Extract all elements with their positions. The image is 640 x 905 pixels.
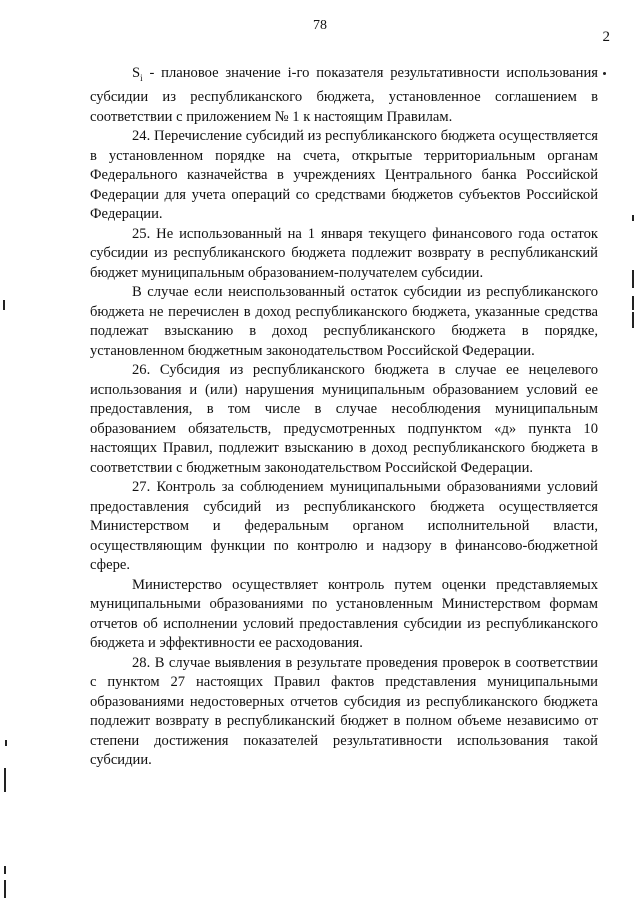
scan-dot-mark <box>603 72 606 75</box>
scan-edge-mark <box>4 880 6 898</box>
formula-symbol: S <box>132 65 141 81</box>
paragraph-24: 24. Перечисление субсидий из республиканского бюджета осуществляется в установленном порядке на счета, открытые территориальным органам Федерального казначейства в учреждениях Центрального банка Российской Федерации для учета операций со средствами бюджетов субъектов Российской Федерации. <box>90 128 598 223</box>
scan-edge-mark <box>5 740 7 746</box>
scan-edge-mark <box>3 300 5 310</box>
scan-edge-mark <box>632 215 634 221</box>
formula-subscript: i <box>140 72 143 83</box>
scan-edge-mark <box>4 866 6 874</box>
scan-edge-mark <box>632 270 634 288</box>
paragraph-27: 27. Контроль за соблюдением муниципальными образованиями условий предоставления субсидий из республиканского бюджета осуществляется Министерством и федеральным органом исполнительной власти, осуществляющим функции по контролю и надзору в финансово-бюджетной сфере. <box>90 479 598 574</box>
paragraph-27-continued: Министерство осуществляет контроль путем оценки представляемых муниципальными образованиями по установленным Министерством формам отчетов об исполнении условий предоставления субсидии из республиканского бюджета и эффективности ее расходования. <box>90 576 598 652</box>
paragraph-28: 28. В случае выявления в результате проведения проверок в соответствии с пунктом 27 настоящих Правил фактов представления муниципальными образованиями недостоверных отчетов субсидия из республиканского бюджета подлежит возврату в республиканский бюджет в полном объеме независимо от степени достижения показателей результативности использования такой субсидии. <box>90 654 598 769</box>
page-number: 78 <box>313 18 327 33</box>
scan-edge-mark <box>632 296 634 310</box>
formula-definition <box>90 64 598 127</box>
formula-text: - плановое значение i-го показателя результативности использования субсидии из республиканского бюджета, установленное соглашением в соответствии с приложением № 1 к настоящим Правилам. <box>90 65 598 125</box>
document-body <box>90 64 598 771</box>
paragraph-25-continued: В случае если неиспользованный остаток субсидии из республиканского бюджета не перечислен в доход республиканского бюджета, указанные средства подлежат взысканию в доход республиканского бюджета в порядке, установленном бюджетным законодательством Российской Федерации. <box>90 284 598 359</box>
scan-edge-mark <box>4 768 6 792</box>
corner-mark: 2 <box>602 29 610 45</box>
paragraph-25: 25. Не использованный на 1 января текущего финансового года остаток субсидии из республиканского бюджета подлежит возврату в республиканский бюджет муниципальным образованием-получателем субсидии. <box>90 225 598 281</box>
paragraph-26: 26. Субсидия из республиканского бюджета в случае ее нецелевого использования и (или) нарушения муниципальным образованием условий ее предоставления, в том числе в случае несоблюдения муниципальным образованием обязательств, предусмотренных подпунктом «д» пункта 10 настоящих Правил, подлежит взысканию в доход республиканского бюджета в соответствии с бюджетным законодательством Российской Федерации. <box>90 362 598 476</box>
scan-edge-mark <box>632 312 634 328</box>
